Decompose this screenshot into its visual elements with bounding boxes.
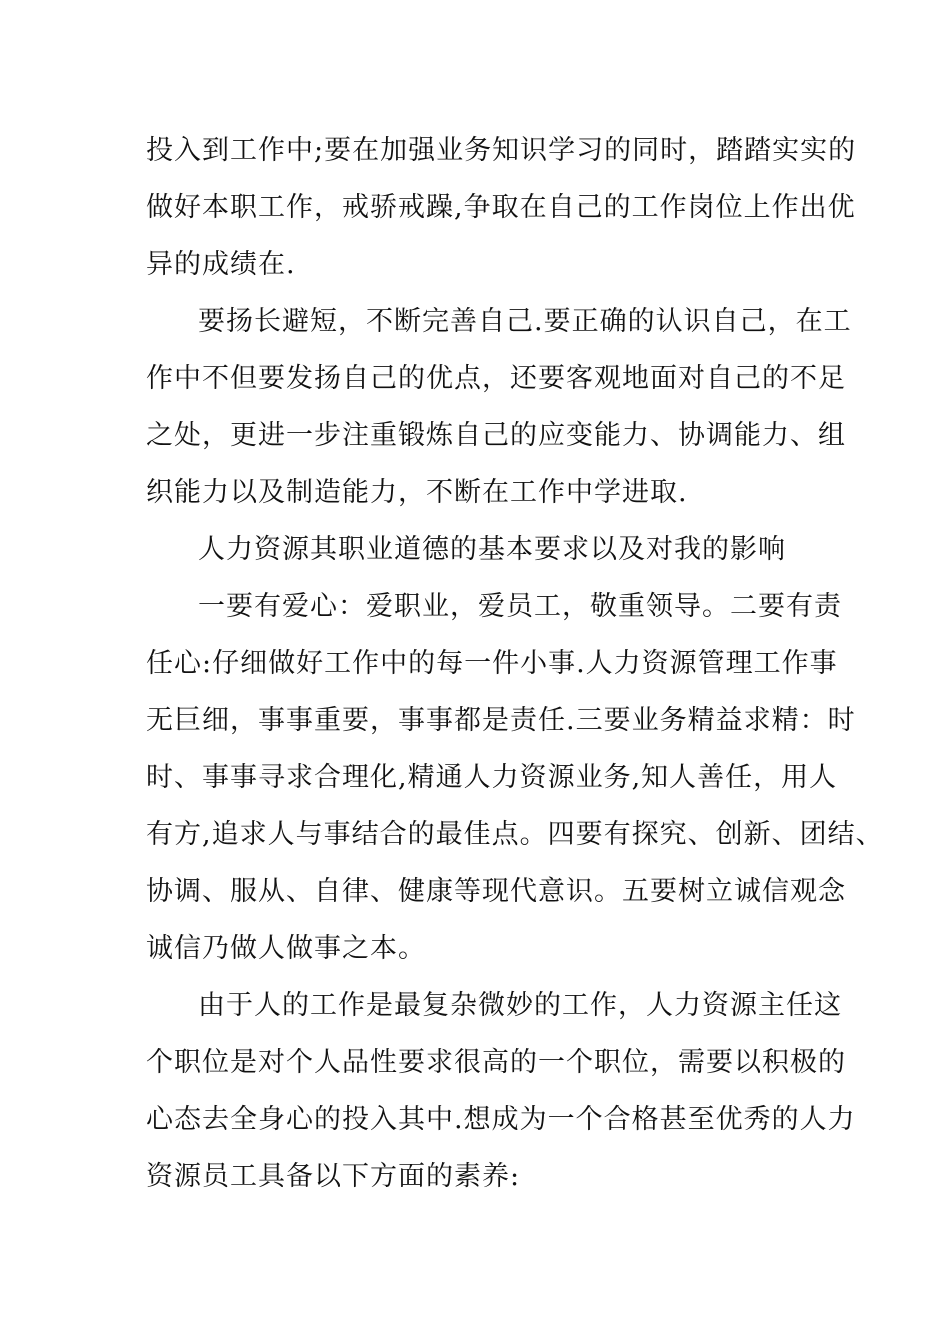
text-line: 要扬长避短，不断完善自己.要正确的认识自己，在工 (198, 306, 852, 337)
text-line: 诚信乃做人做事之本。 (146, 933, 426, 964)
text-line: 个职位是对个人品性要求很高的一个职位，需要以积极的 (146, 1047, 846, 1078)
text-line: 有方,追求人与事结合的最佳点。四要有探究、创新、团结、 (146, 819, 884, 850)
section-heading: 人力资源其职业道德的基本要求以及对我的影响 (198, 534, 786, 565)
text-line: 做好本职工作，戒骄戒躁,争取在自己的工作岗位上作出优 (146, 192, 856, 223)
text-line: 资源员工具备以下方面的素养: (146, 1161, 521, 1192)
text-line: 异的成绩在. (146, 249, 296, 280)
text-line: 时、事事寻求合理化,精通人力资源业务,知人善任，用人 (146, 762, 838, 793)
text-line: 之处，更进一步注重锻炼自己的应变能力、协调能力、组 (146, 420, 846, 451)
text-line: 无巨细，事事重要，事事都是责任.三要业务精益求精：时 (146, 705, 856, 736)
text-line: 任心:仔细做好工作中的每一件小事.人力资源管理工作事 (146, 648, 838, 679)
text-line: 一要有爱心：爱职业，爱员工，敬重领导。二要有责 (198, 591, 842, 622)
text-line: 作中不但要发扬自己的优点，还要客观地面对自己的不足 (146, 363, 846, 394)
text-line: 织能力以及制造能力，不断在工作中学进取. (146, 477, 688, 508)
text-line: 由于人的工作是最复杂微妙的工作，人力资源主任这 (198, 990, 842, 1021)
text-line: 心态去全身心的投入其中.想成为一个合格甚至优秀的人力 (146, 1104, 856, 1135)
text-line: 投入到工作中;要在加强业务知识学习的同时，踏踏实实的 (146, 135, 857, 166)
text-line: 协调、服从、自律、健康等现代意识。五要树立诚信观念 (146, 876, 846, 907)
